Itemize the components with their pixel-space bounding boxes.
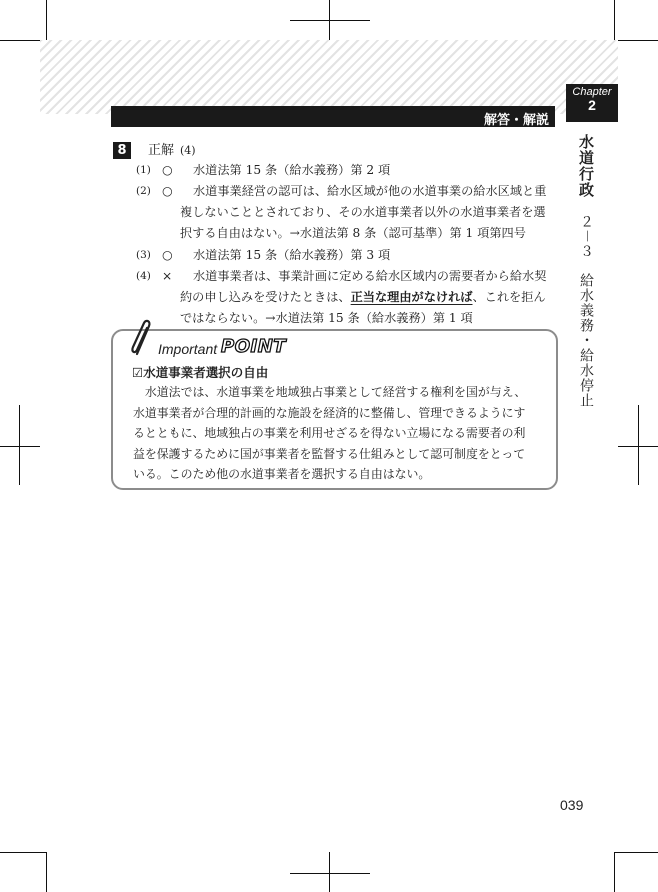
correct-answer-value: (4) bbox=[180, 144, 196, 157]
header-band bbox=[40, 40, 618, 114]
item-mark: ○ bbox=[162, 248, 173, 262]
answer-bar bbox=[111, 106, 555, 127]
question-number-badge: 8 bbox=[113, 142, 131, 159]
side-section: ２－３ bbox=[578, 214, 594, 259]
chapter-tab bbox=[566, 84, 618, 122]
paperclip-icon bbox=[126, 316, 158, 360]
point-heading: ☑水道事業者選択の自由 bbox=[132, 365, 269, 380]
item-text: 水道事業者は、事業計画に定める給水区域内の需要者から給水契約の申し込みを受けたときは、正当な理由がなければ、これを拒んではならない。→水道法第 15 条（給水義務）第 1 項 bbox=[180, 269, 547, 325]
answer-bar-title: 解答・解説 bbox=[483, 113, 549, 128]
correct-answer bbox=[148, 142, 196, 159]
point-body: 水道法では、水道事業を地域独占事業として経営する権利を国が与え、水道事業者が合理的計画的な施設を経済的に整備し、管理できるようにするとともに、地域独占の事業を利用せざるを得ない立場になる需要者の利益を保護するために国が事業者を監督する仕組みとして認可制度をとっている。このため他の水道事業者を選択する自由はない。 bbox=[133, 385, 527, 481]
side-index bbox=[574, 134, 598, 408]
item-text: 水道法第 15 条（給水義務）第 2 項 bbox=[193, 163, 391, 177]
item-mark: × bbox=[162, 269, 173, 283]
item-number: (2) bbox=[136, 185, 151, 197]
side-topic: 給水義務・給水停止 bbox=[578, 273, 594, 408]
point-label: POINT bbox=[221, 336, 287, 357]
side-title: 水道行政 bbox=[577, 134, 595, 198]
item-number: (3) bbox=[136, 249, 151, 261]
item-number: (1) bbox=[136, 164, 151, 176]
chapter-number: 2 bbox=[588, 97, 596, 113]
important-label: Important bbox=[158, 341, 218, 357]
emphasis-underline: 正当な理由がなければ bbox=[350, 290, 473, 304]
item-number: (4) bbox=[136, 270, 151, 282]
chapter-label: Chapter bbox=[572, 86, 612, 98]
item-text: 水道法第 15 条（給水義務）第 3 項 bbox=[193, 248, 391, 262]
item-text: 水道事業経営の認可は、給水区域が他の水道事業の給水区域と重複しないこととされており、その水道事業者以外の水道事業者を選択する自由はない。→水道法第 8 条（認可基準）第 1 項第四号 bbox=[180, 184, 547, 240]
page-number: 039 bbox=[560, 797, 584, 813]
item-mark: ○ bbox=[162, 184, 173, 198]
item-mark: ○ bbox=[162, 163, 173, 177]
correct-label: 正解 bbox=[148, 143, 175, 158]
